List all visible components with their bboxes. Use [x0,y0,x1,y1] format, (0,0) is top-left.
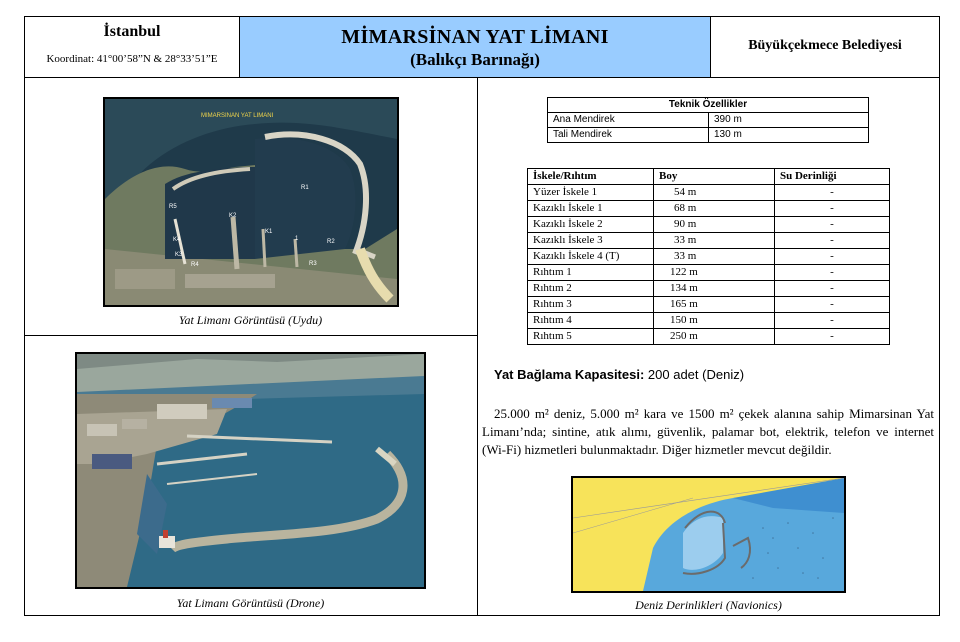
pier-length: 250 m [654,329,775,345]
pier-depth: - [775,265,890,281]
mark-k4: K4 [173,237,181,243]
spec-name: Ana Mendirek [548,113,709,128]
col-header-pier: İskele/Rıhtım [528,169,654,185]
satellite-caption: Yat Limanı Görüntüsü (Uydu) [178,313,323,327]
pier-depth: - [775,201,890,217]
table-row [528,249,890,265]
navionics-drawing [573,478,844,591]
table-row [528,201,890,217]
satellite-image [103,97,399,307]
pier-depth: - [775,249,890,265]
satellite-label: MIMARSINAN YAT LIMANI [201,113,274,119]
mark-1: 1 [295,236,299,242]
table-row [528,233,890,249]
pier-name: Rıhtım 1 [528,265,654,281]
table-row [528,185,890,201]
coordinates: Koordinat: 41°00’58”N & 28°33’51”E [46,53,218,65]
spec-value: 130 m [709,128,869,143]
pier-name: Kazıklı İskele 2 [528,217,654,233]
table-row [528,265,890,281]
pier-depth: - [775,313,890,329]
mark-r2: R2 [327,239,335,245]
description-paragraph: 25.000 m² deniz, 5.000 m² kara ve 1500 m² çekek alanına sahip Mimarsinan Yat Limanı’nda; sintine, atık alımı, güvenlik, palamar bot, elektrik, telefon ve internet (Wi-Fi) hizmetleri bulunmaktadır. Diğer hizmetler mevcut değildir. [482,406,934,457]
pier-name: Rıhtım 3 [528,297,654,313]
mark-k2: K2 [229,213,237,219]
pier-length: 122 m [654,265,775,281]
table-row [528,217,890,233]
pier-depth: - [775,297,890,313]
piers-table [527,168,890,345]
pier-name: Rıhtım 4 [528,313,654,329]
drone-image [75,352,426,589]
pier-depth: - [775,281,890,297]
mark-k3: K3 [175,252,183,258]
tech-specs-table [547,97,869,143]
pier-name: Kazıklı İskele 1 [528,201,654,217]
pier-name: Rıhtım 5 [528,329,654,345]
pier-length: 150 m [654,313,775,329]
table-row [548,128,869,143]
city-name: İstanbul [103,23,161,40]
pier-length: 165 m [654,297,775,313]
mark-r4: R4 [191,262,199,268]
pier-depth: - [775,233,890,249]
drone-caption: Yat Limanı Görüntüsü (Drone) [176,596,325,610]
capacity-line [494,367,744,382]
capacity-label: Yat Bağlama Kapasitesi: [494,367,645,382]
pier-name: Yüzer İskele 1 [528,185,654,201]
table-row [548,113,869,128]
col-header-depth: Su Derinliği [775,169,890,185]
table-row [528,329,890,345]
mark-r1: R1 [301,185,309,191]
navionics-chart-image [571,476,846,593]
pier-length: 33 m [654,233,775,249]
pier-length: 54 m [654,185,775,201]
page-title: MİMARSİNAN YAT LİMANI [341,26,609,48]
page-subtitle: (Balıkçı Barınağı) [410,50,540,69]
satellite-drawing [105,99,397,305]
authority-name: Büyükçekmece Belediyesi [711,17,939,78]
section-divider [25,335,478,336]
table-row [528,281,890,297]
mark-k1: K1 [265,229,273,235]
mark-r5: R5 [169,204,177,210]
capacity-value: 200 adet (Deniz) [647,367,745,382]
table-row [528,313,890,329]
pier-length: 90 m [654,217,775,233]
col-header-length: Boy [654,169,775,185]
navionics-caption: Deniz Derinlikleri (Navionics) [635,598,782,612]
pier-name: Rıhtım 2 [528,281,654,297]
pier-length: 134 m [654,281,775,297]
tech-specs-title: Teknik Özellikler [548,98,869,113]
pier-name: Kazıklı İskele 4 (T) [528,249,654,265]
table-row [528,297,890,313]
drone-drawing [77,354,424,587]
header-title-block [240,17,711,78]
header-location [25,17,240,78]
pier-name: Kazıklı İskele 3 [528,233,654,249]
pier-length: 33 m [654,249,775,265]
spec-name: Tali Mendirek [548,128,709,143]
pier-depth: - [775,217,890,233]
pier-length: 68 m [654,201,775,217]
mark-r3: R3 [309,261,317,267]
pier-depth: - [775,185,890,201]
spec-value: 390 m [709,113,869,128]
pier-depth: - [775,329,890,345]
